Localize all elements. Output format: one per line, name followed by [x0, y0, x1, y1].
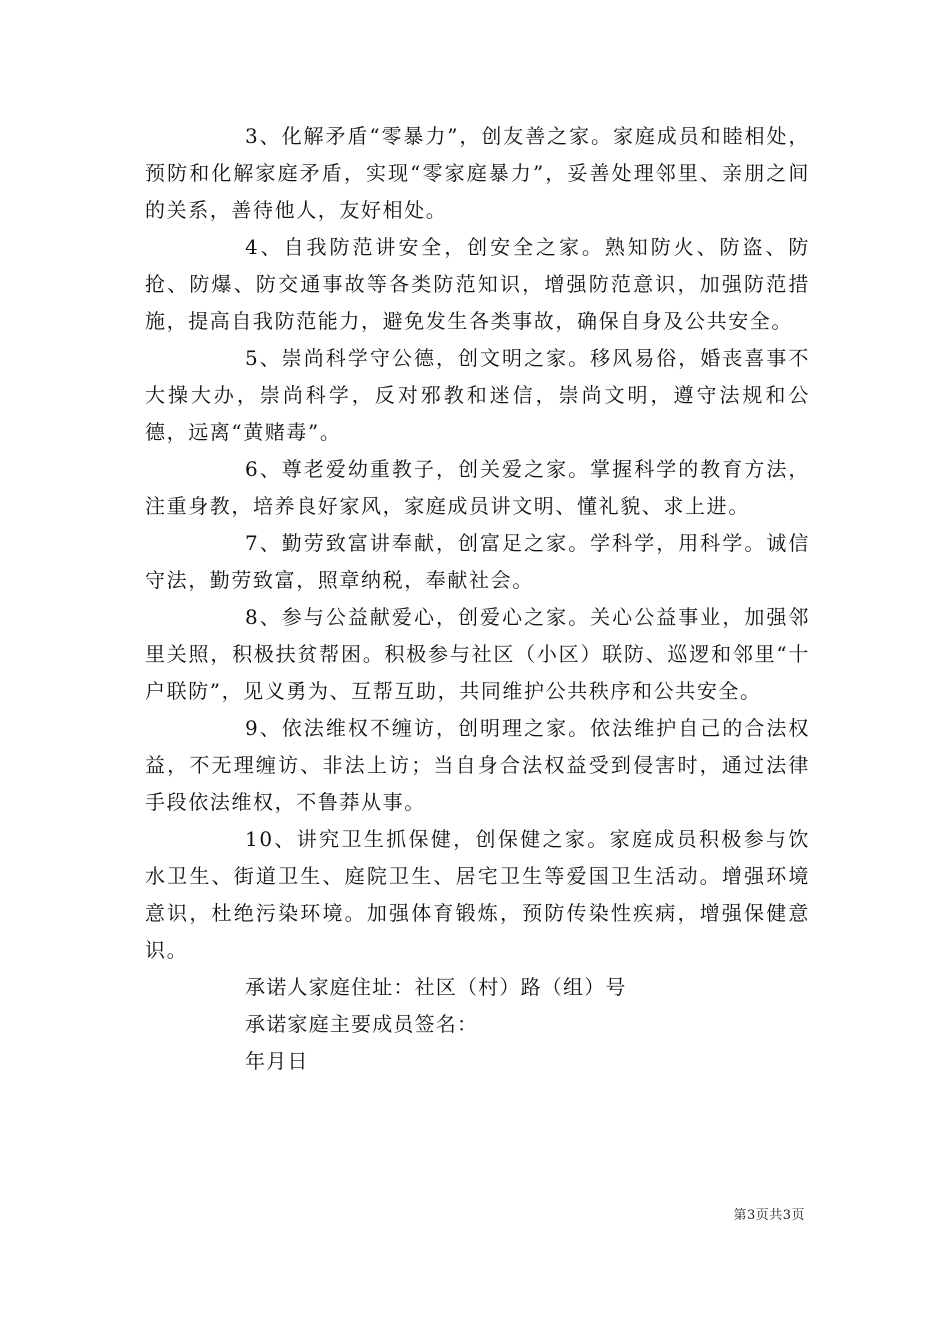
paragraph-8: 8、参与公益献爱心，创爱心之家。关心公益事业，加强邻里关照，积极扶贫帮困。积极参与社区（小区）联防、巡逻和邻里“十户联防”，见义勇为、互帮互助，共同维护公共秩序和公共安全。 — [145, 605, 810, 703]
paragraph-10: 10、讲究卫生抓保健，创保健之家。家庭成员积极参与饮水卫生、街道卫生、庭院卫生、居宅卫生等爱国卫生活动。增强环境意识，杜绝污染环境。加强体育锻炼，预防传染性疾病，增强保健意识。 — [145, 827, 810, 962]
paragraph-7: 7、勤劳致富讲奉献，创富足之家。学科学，用科学。诚信守法，勤劳致富，照章纳税，奉献社会。 — [145, 531, 810, 592]
signature-date: 年月日 — [245, 1049, 309, 1073]
document-body — [145, 118, 810, 1080]
paragraph-3: 3、化解矛盾“零暴力”，创友善之家。家庭成员和睦相处，预防和化解家庭矛盾，实现“零家庭暴力”，妥善处理邻里、亲朋之间的关系，善待他人，友好相处。 — [145, 124, 810, 222]
signature-address: 承诺人家庭住址：社区（村）路（组）号 — [245, 975, 627, 999]
page-number: 第3页共3页 — [733, 1208, 805, 1223]
paragraph-6: 6、尊老爱幼重教子，创关爱之家。掌握科学的教育方法，注重身教，培养良好家风，家庭成员讲文明、懂礼貌、求上进。 — [145, 457, 810, 518]
paragraph-9: 9、依法维权不缠访，创明理之家。依法维护自己的合法权益，不无理缠访、非法上访；当自身合法权益受到侵害时，通过法律手段依法维权，不鲁莽从事。 — [145, 716, 810, 814]
paragraph-4: 4、自我防范讲安全，创安全之家。熟知防火、防盗、防抢、防爆、防交通事故等各类防范知识，增强防范意识，加强防范措施，提高自我防范能力，避免发生各类事故，确保自身及公共安全。 — [145, 235, 810, 333]
paragraph-5: 5、崇尚科学守公德，创文明之家。移风易俗，婚丧喜事不大操大办，崇尚科学，反对邪教和迷信，崇尚文明，遵守法规和公德，远离“黄赌毒”。 — [145, 346, 810, 444]
signature-members: 承诺家庭主要成员签名： — [245, 1012, 479, 1036]
